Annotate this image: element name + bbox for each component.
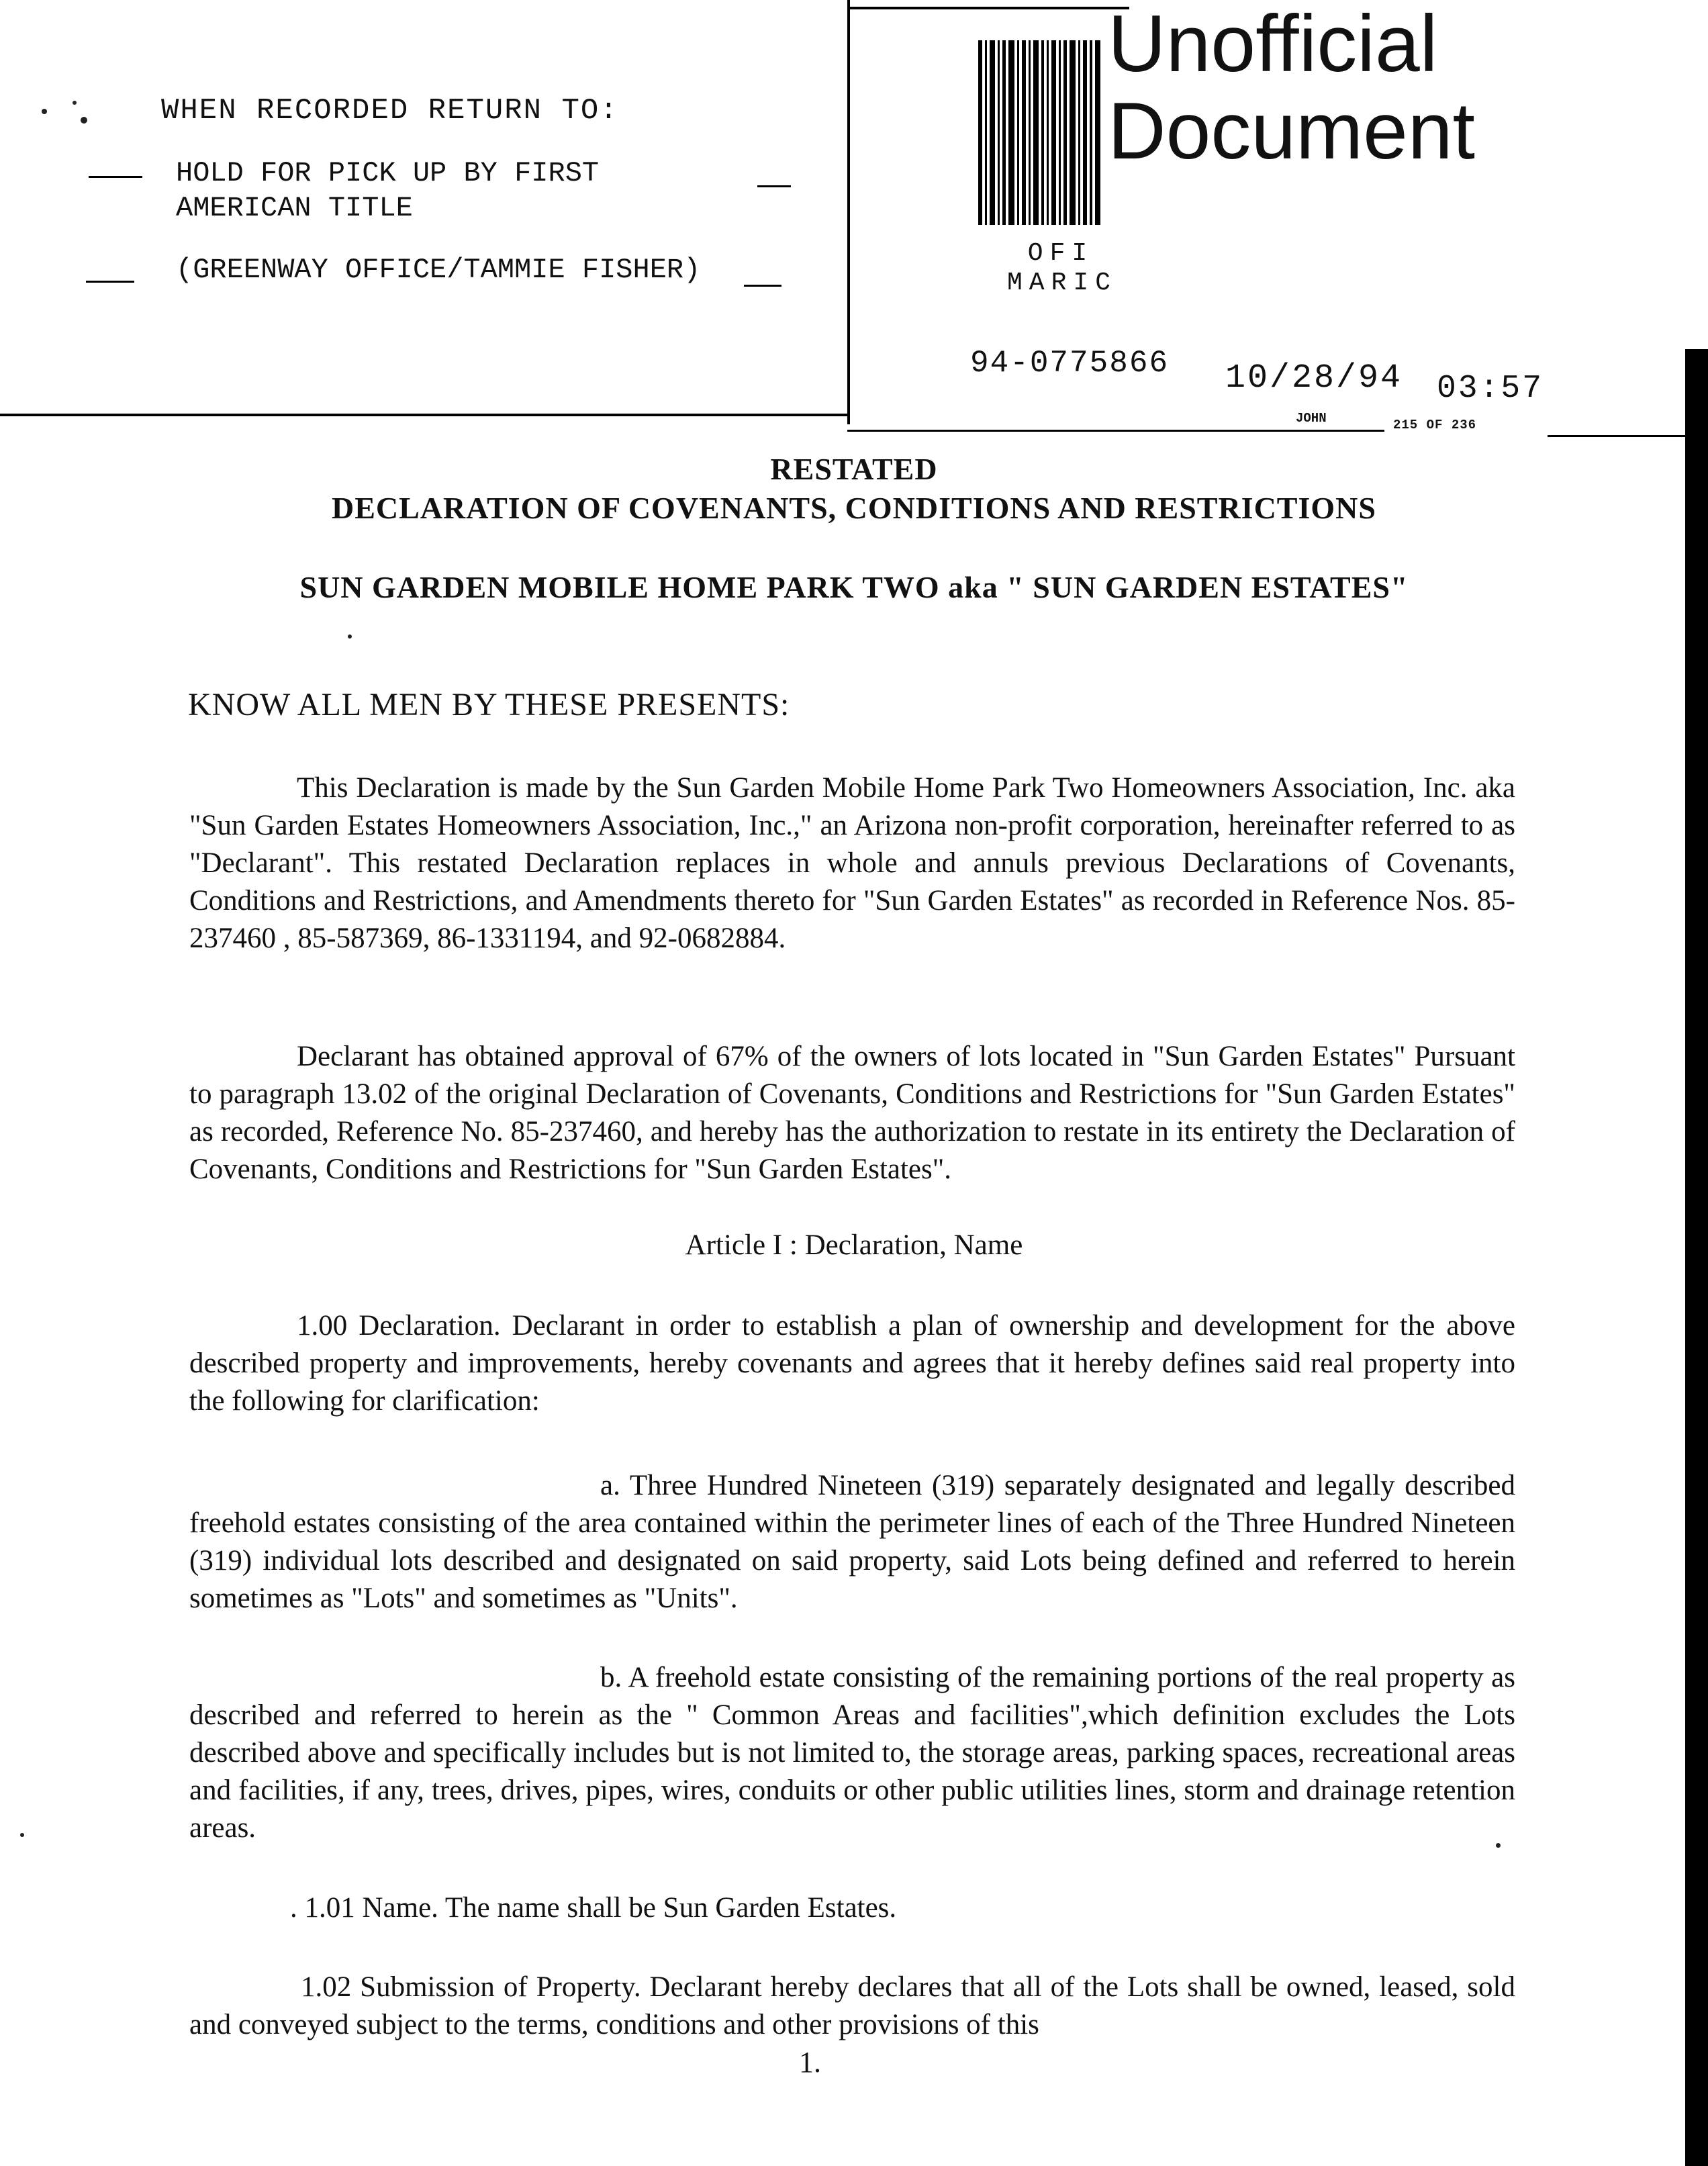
barcode-icon bbox=[977, 40, 1104, 225]
blank-line bbox=[89, 176, 142, 178]
know-all-men-heading: KNOW ALL MEN BY THESE PRESENTS: bbox=[188, 687, 790, 722]
document-title: DECLARATION OF COVENANTS, CONDITIONS AND RESTRICTIONS bbox=[332, 491, 1376, 525]
recorder-office-code bbox=[1007, 239, 1118, 298]
scan-speck bbox=[42, 109, 47, 114]
recording-time: 03:57 bbox=[1437, 371, 1544, 407]
return-label: WHEN RECORDED RETURN TO: bbox=[161, 94, 619, 128]
blank-line bbox=[744, 285, 781, 287]
section-1-01: . 1.01 Name. The name shall be Sun Garden Estates. bbox=[290, 1892, 897, 1924]
office-code-line-2: MARIC bbox=[1007, 269, 1118, 297]
scan-speck bbox=[1496, 1843, 1501, 1848]
header-divider-vertical bbox=[847, 0, 850, 424]
section-1-02: 1.02 Submission of Property. Declarant hereby declares that all of the Lots shall be owned, leased, sold and conveyed subject to the terms, conditions and other provisions of this bbox=[189, 1971, 1515, 2040]
hold-for-pickup bbox=[176, 156, 599, 226]
office-contact: (GREENWAY OFFICE/TAMMIE FISHER) bbox=[176, 254, 701, 286]
blank-line bbox=[757, 185, 791, 187]
header-rule-top bbox=[847, 7, 1129, 9]
scan-speck bbox=[20, 1833, 24, 1837]
section-1-00-b: b. A freehold estate consisting of the remaining portions of the real property as described and referred to herein as the " Common Areas and facilities",which definition excludes the Lots described above and specifically includes but is not limited to, the storage areas, parking spaces, recreational areas and facilities, if any, trees, drives, pipes, wires, conduits or other public utilities lines, storm and drainage retention areas. bbox=[189, 1662, 1515, 1844]
blank-line bbox=[86, 281, 134, 283]
section-1-00-a: a. Three Hundred Nineteen (319) separately designated and legally described freehold estates consisting of the area contained within the perimeter lines of each of the Three Hundred Nineteen (319) individual lots described and designated on said property, said Lots being defined and referred to herein sometimes as "Lots" and sometimes as "Units". bbox=[189, 1470, 1515, 1614]
watermark-line-2: Document bbox=[1108, 86, 1475, 176]
scan-speck bbox=[73, 101, 77, 105]
approval-paragraph: Declarant has obtained approval of 67% of the owners of lots located in "Sun Garden Estates" Pursuant to paragraph 13.02 of the original Declaration of Covenants, Conditions and Restrictions for "Sun Garden Estates" as recorded, Reference No. 85-237460, and hereby has the authorization to restate in its entirety the Declaration of Covenants, Conditions and Restrictions for "Sun Garden Estates". bbox=[189, 1041, 1515, 1185]
document-title-restated: RESTATED bbox=[770, 452, 938, 486]
clerk-tag: JOHN bbox=[1296, 411, 1327, 426]
recording-date: 10/28/94 bbox=[1225, 359, 1403, 397]
unofficial-watermark bbox=[1108, 0, 1475, 175]
header-rule-left bbox=[0, 414, 849, 416]
article-heading: Article I : Declaration, Name bbox=[685, 1229, 1023, 1261]
hold-line-2: AMERICAN TITLE bbox=[176, 192, 413, 224]
office-code-line-1: OFI bbox=[1027, 239, 1094, 268]
header-rule-far-right bbox=[1548, 435, 1708, 437]
header-rule-right bbox=[847, 430, 1384, 432]
hold-line-1: HOLD FOR PICK UP BY FIRST bbox=[176, 157, 600, 189]
scan-speck bbox=[348, 634, 352, 639]
section-1-00: 1.00 Declaration. Declarant in order to establish a plan of ownership and development for the above described property and improvements, hereby covenants and agrees that it hereby defines said real property into the following for clarification: bbox=[189, 1310, 1515, 1417]
document-subtitle: SUN GARDEN MOBILE HOME PARK TWO aka " SUN GARDEN ESTATES" bbox=[299, 570, 1409, 604]
recording-number: 94-0775866 bbox=[970, 346, 1170, 381]
page-number: 1. bbox=[799, 2046, 821, 2079]
page-count: 215 OF 236 bbox=[1393, 418, 1477, 432]
watermark-line-1: Unofficial bbox=[1108, 0, 1438, 89]
intro-paragraph: This Declaration is made by the Sun Garden Mobile Home Park Two Homeowners Association, Inc. aka "Sun Garden Estates Homeowners Association, Inc.," an Arizona non-profit corporation, hereinafter referred to as "Declarant". This restated Declaration replaces in whole and annuls previous Declarations of Covenants, Conditions and Restrictions, and Amendments thereto for "Sun Garden Estates" as recorded in Reference Nos. 85-237460 , 85-587369, 86-1331194, and 92-0682884. bbox=[189, 772, 1515, 954]
scan-speck bbox=[81, 117, 87, 124]
